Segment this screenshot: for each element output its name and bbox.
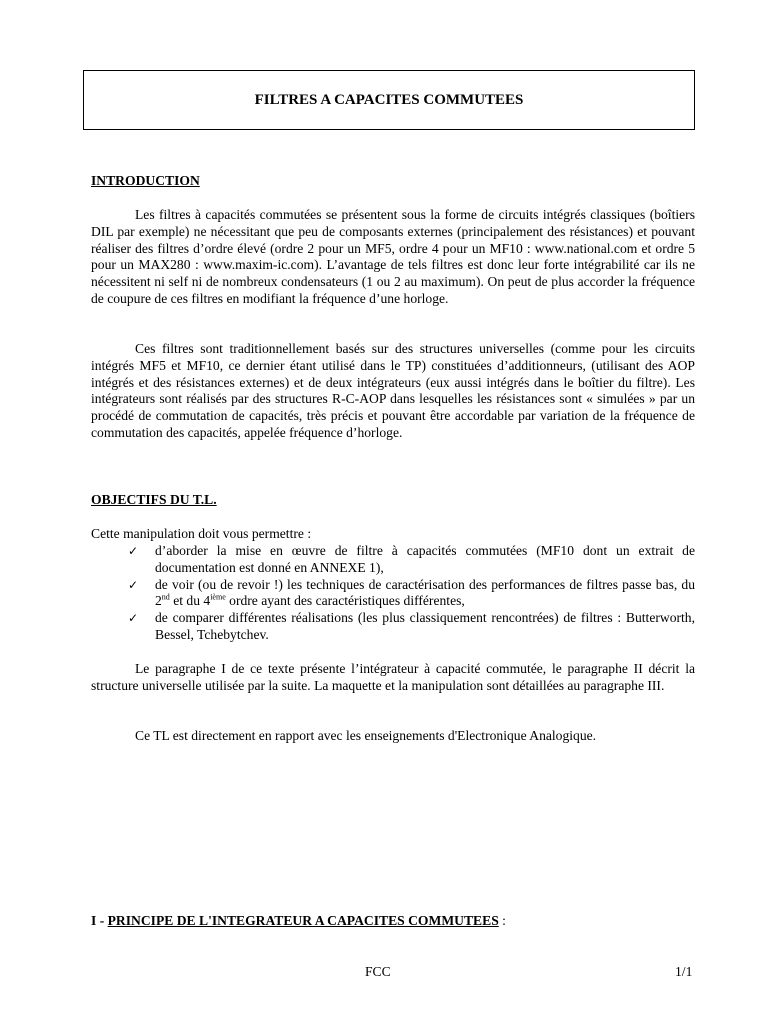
page-title: FILTRES A CAPACITES COMMUTEES xyxy=(254,91,524,108)
objective-item-1-text: d’aborder la mise en œuvre de filtre à capacités commutées (MF10 dont un extrait de documentation est donné en ANNEXE 1), xyxy=(155,543,695,575)
page-number: 1/1 xyxy=(675,964,693,979)
introduction-paragraph-2-text: Ces filtres sont traditionnellement basés sur des structures universelles (comme pour les circuits intégrés MF5 et MF10, ce dernier étant utilisé dans le TP) constituées d’additionneurs, (utilisant des AOP intégrés et des résistances externes) et de deux intégrateurs (eux aussi intégrés dans le boîtier du filtre). Les intégrateurs sont réalisés par des structures R-C-AOP dans lesquelles les résistances sont « simulées » par un procédé de commutation de capacités, très précis et pouvant être accordable par variation de la fréquence de commutation des capacités, appelée fréquence d’horloge. xyxy=(91,341,695,440)
objective-item-3-text: de comparer différentes réalisations (les plus classiquement rencontrées) de filtres : Butterworth, Bessel, Tchebytchev. xyxy=(155,610,695,642)
objective-item-2-text-a: de voir (ou de revoir !) les techniques de caractérisation des performances de filtres passe bas, du 2 xyxy=(155,576,695,609)
section-1-title: PRINCIPE DE L'INTEGRATEUR A CAPACITES COMMUTEES xyxy=(107,913,499,928)
title-box xyxy=(83,70,695,130)
objectives-paragraph-4-text: Ce TL est directement en rapport avec les enseignements d'Electronique Analogique. xyxy=(135,728,597,743)
objectives-heading: OBJECTIFS DU T.L. xyxy=(91,492,217,507)
section-1-prefix: I - xyxy=(91,913,108,928)
footer-label: FCC xyxy=(365,964,391,979)
superscript-nd: nd xyxy=(161,592,170,602)
objectives-paragraph-3-text: Le paragraphe I de ce texte présente l’intégrateur à capacité commutée, le paragraphe II décrit la structure universelle utilisée par la suite. La maquette et la manipulation sont détaillées au paragraphe III. xyxy=(91,661,695,693)
objective-item-2 xyxy=(124,577,695,611)
introduction-paragraph-2 xyxy=(91,341,695,442)
check-mark-icon: ✓ xyxy=(128,544,139,558)
objectives-lead: Cette manipulation doit vous permettre : xyxy=(91,526,312,541)
check-mark-icon: ✓ xyxy=(128,577,139,592)
objectives-paragraph-4 xyxy=(91,728,695,745)
introduction-paragraph-1-text: Les filtres à capacités commutées se présentent sous la forme de circuits intégrés classiques (boîtiers DIL par exemple) ne nécessitant que peu de composants externes (principalement des résistances) et pouvant réaliser des filtres d’ordre élevé (ordre 2 pour un MF5, ordre 4 pour un MF10 : www.national.com et ordre 5 pour un MAX280 : www.maxim-ic.com). L’avantage de tels filtres est donc leur forte intégrabilité car ils ne nécessitent ni self ni de nombreux condensateurs (1 ou 2 au maximum). On peut de plus accorder la fréquence de coupure de ces filtres en modifiant la fréquence d’une horloge. xyxy=(91,207,695,306)
objective-item-2-text-c: ordre ayant des caractéristiques différentes, xyxy=(225,593,465,609)
objective-item-2-text-b: et du 4 xyxy=(169,593,211,609)
superscript-ieme: ième xyxy=(210,592,226,602)
section-1-suffix: : xyxy=(498,913,506,928)
objective-item-3 xyxy=(124,610,695,644)
objectives-paragraph-3 xyxy=(91,661,695,695)
introduction-heading: INTRODUCTION xyxy=(91,173,200,188)
section-1-heading xyxy=(91,913,506,930)
introduction-paragraph-1 xyxy=(91,207,695,308)
objectives-list xyxy=(124,543,695,644)
check-mark-icon: ✓ xyxy=(128,611,139,626)
objective-item-1 xyxy=(124,543,695,577)
